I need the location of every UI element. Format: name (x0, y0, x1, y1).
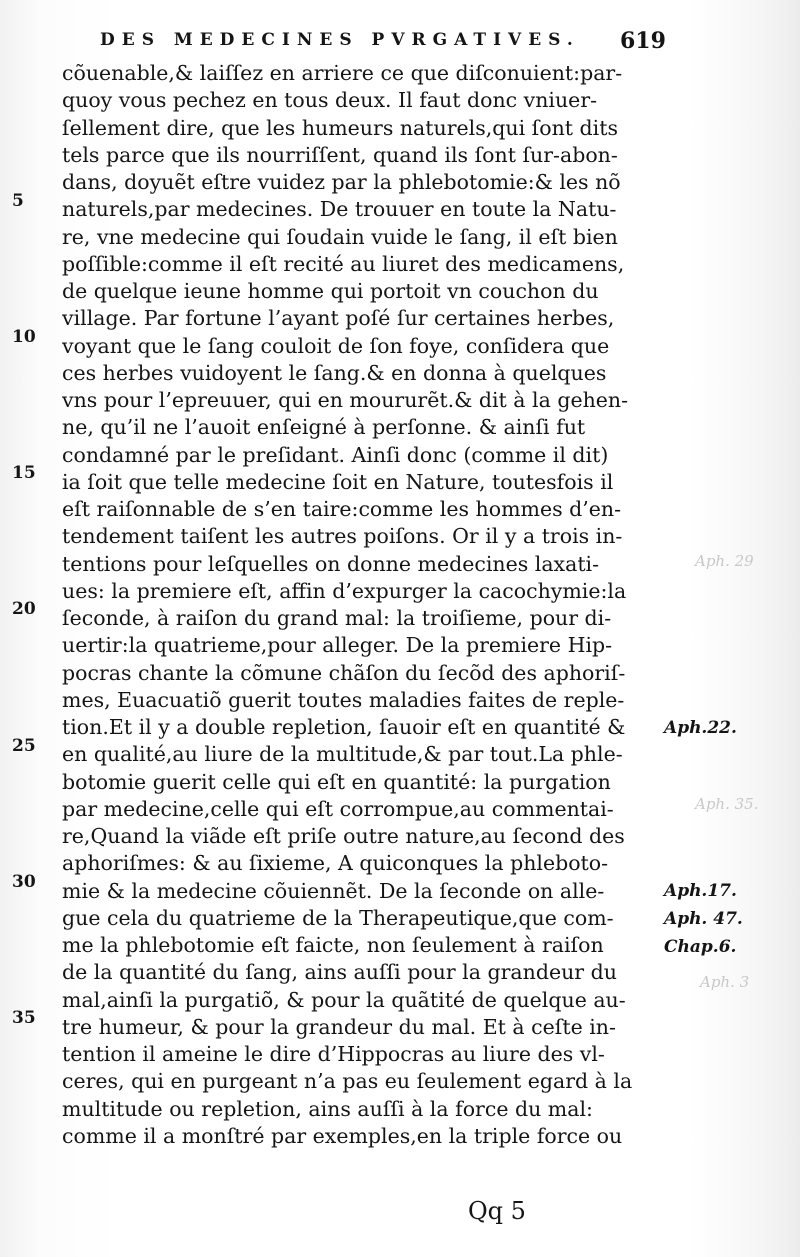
text-line: par medecine,celle qui eſt corrompue,au commentai- (62, 796, 614, 821)
text-line: re, vne medecine qui ſoudain vuide le ſang, il eſt bien (62, 224, 618, 249)
line-number-25: 25 (12, 736, 36, 756)
line-number-30: 30 (12, 872, 36, 892)
text-line: tels parce que ils nourriſſent, quand ils ſont ſur-abon- (62, 142, 618, 167)
text-line: ne, qu’il ne l’auoit enſeigné à perſonne. & ainſi fut (62, 415, 586, 440)
margin-note-chap-6: Chap.6. (664, 937, 737, 957)
text-line: aphoriſmes: & au ſixieme, A quiconques la phleboto- (62, 851, 609, 876)
text-line: mie & la medecine cõuiennẽt. De la ſeconde on alle- (62, 878, 605, 903)
show-through-note: Aph. 29 (695, 552, 754, 570)
text-line: me la phlebotomie eſt faicte, non ſeulement à raiſon (62, 933, 604, 957)
line-number-15: 15 (12, 463, 36, 483)
text-line: tention il ameine le dire d’Hippocras au liure des vl- (62, 1042, 605, 1066)
text-line: comme il a monſtré par exemples,en la triple force ou (62, 1123, 623, 1148)
text-line: tendement taiſent les autres poiſons. Or il y a trois in- (62, 524, 623, 549)
text-line: cõuenable,& laiſſez en arriere ce que diſconuient:par- (62, 61, 623, 85)
text-line: poſſible:comme il eſt recité au liuret des medicamens, (62, 251, 625, 276)
margin-note-aph-17: Aph.17. (664, 881, 737, 901)
text-line: ues: la premiere eſt, affin d’expurger la cacochymie:la (62, 578, 627, 603)
text-line: condamné par le preſidant. Ainſi donc (comme il dit) (62, 442, 609, 467)
text-line: ſellement dire, que les humeurs naturels,qui ſont dits (62, 115, 618, 140)
text-line: tion.Et il y a double repletion, ſauoir eſt en quantité & (62, 715, 626, 739)
text-line: pocras chante la cõmune chãſon du ſecõd des aphoriſ- (62, 660, 626, 685)
text-line: en qualité,au liure de la multitude,& par tout.La phle- (62, 742, 623, 767)
line-number-5: 5 (12, 191, 24, 211)
text-line: village. Par fortune l’ayant poſé ſur certaines herbes, (62, 306, 615, 331)
line-number-20: 20 (12, 599, 36, 619)
text-line: voyant que le ſang couloit de ſon foye, conſidera que (62, 333, 610, 358)
show-through-note: Aph. 3 (700, 973, 750, 991)
margin-note-aph-22: Aph.22. (664, 718, 737, 738)
text-line: ſeconde, à raiſon du grand mal: la troiſieme, pour di- (62, 606, 612, 630)
text-line: de la quantité du ſang, ains auſſi pour la grandeur du (62, 960, 617, 985)
text-line: mal,ainſi la purgatiõ, & pour la quãtité de quelque au- (62, 987, 626, 1012)
line-number-35: 35 (12, 1008, 36, 1028)
line-number-10: 10 (12, 327, 36, 347)
text-line: tre humeur, & pour la grandeur du mal. Et à ceſte in- (62, 1014, 616, 1039)
text-line: gue cela du quatrieme de la Therapeutique,que com- (62, 905, 614, 930)
text-line: mes, Euacuatiõ guerit toutes maladies faites de reple- (62, 687, 625, 712)
text-line: botomie guerit celle qui eſt en quantité: la purgation (62, 769, 611, 794)
signature-mark: Qq 5 (468, 1197, 526, 1225)
margin-note-aph-47: Aph. 47. (664, 909, 743, 929)
text-line: ia ſoit que telle medecine ſoit en Nature, toutesfois il (62, 469, 614, 494)
text-line: multitude ou repletion, ains auſſi à la force du mal: (62, 1096, 593, 1121)
page-number: 619 (620, 28, 666, 54)
text-line: eſt raiſonnable de s’en taire:comme les hommes d’en- (62, 497, 622, 521)
text-line: tentions pour leſquelles on donne medecines laxati- (62, 551, 600, 576)
text-line: ceres, qui en purgeant n’a pas eu ſeulement egard à la (62, 1069, 633, 1094)
text-line: naturels,par medecines. De trouuer en toute la Natu- (62, 197, 617, 222)
text-line: ces herbes vuidoyent le ſang.& en donna à quelques (62, 360, 607, 385)
text-line: de quelque ieune homme qui portoit vn couchon du (62, 279, 599, 303)
text-line: dans, doyuẽt eſtre vuidez par la phlebotomie:& les nõ (62, 170, 621, 194)
text-line: uertir:la quatrieme,pour alleger. De la premiere Hip- (62, 633, 613, 658)
show-through-note: Aph. 35. (695, 795, 759, 813)
text-line: vns pour l’epreuuer, qui en moururẽt.& dit à la gehen- (62, 388, 629, 412)
body-text (62, 60, 662, 1150)
running-head: DES MEDECINES PVRGATIVES. (100, 30, 580, 50)
text-line: re,Quand la viãde eſt priſe outre nature,au ſecond des (62, 824, 625, 848)
text-line: quoy vous pechez en tous deux. Il faut donc vniuer- (62, 88, 598, 113)
